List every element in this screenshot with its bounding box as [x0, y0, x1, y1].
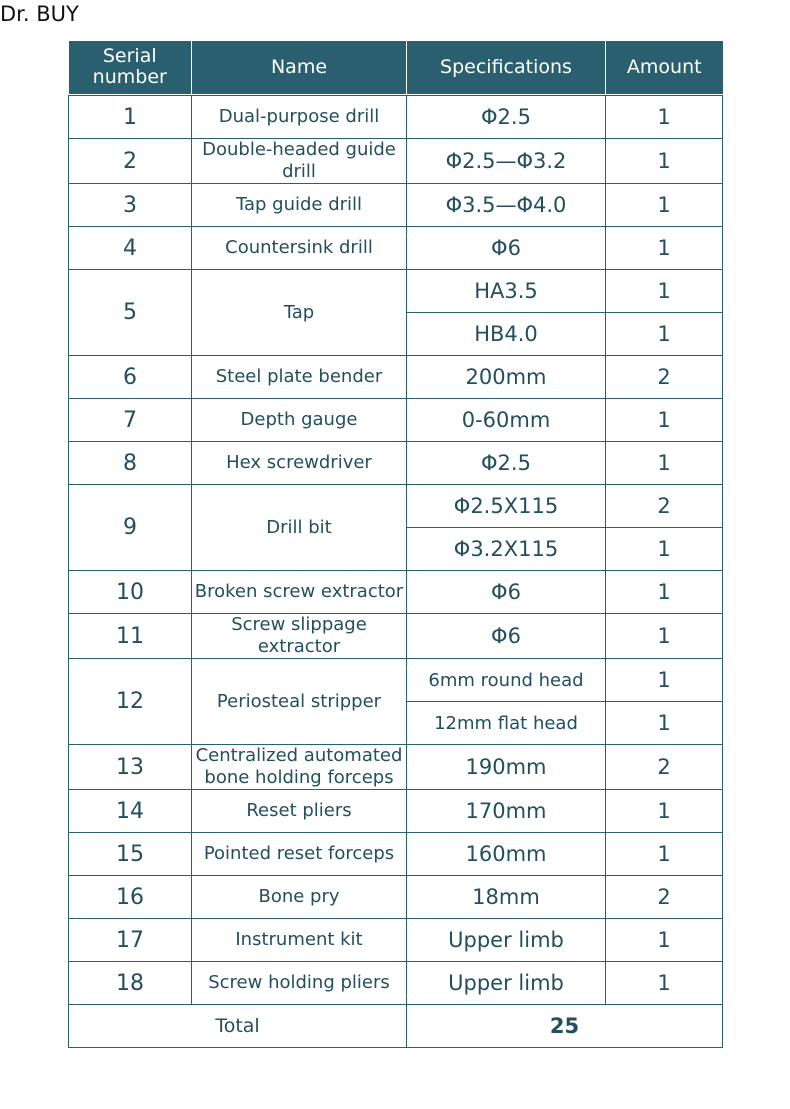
brand-label: Dr. BUY: [0, 2, 79, 26]
amount-cell: 1: [606, 139, 723, 184]
amount-cell: 1: [606, 962, 723, 1005]
table-row: [69, 614, 723, 659]
serial-number-cell: 17: [69, 919, 192, 962]
name-cell: Broken screw extractor: [192, 571, 407, 614]
specification-cell: HA3.5: [407, 270, 606, 313]
amount-cell: 1: [606, 399, 723, 442]
table-row: [69, 184, 723, 227]
specification-cell: Φ2.5—Φ3.2: [407, 139, 606, 184]
table-row: [69, 876, 723, 919]
specification-cell: 170mm: [407, 790, 606, 833]
amount-cell: 1: [606, 659, 723, 702]
amount-cell: 1: [606, 184, 723, 227]
instrument-table: [68, 41, 723, 1048]
specification-cell: Upper limb: [407, 962, 606, 1005]
name-cell: Drill bit: [192, 485, 407, 571]
header-serial-number: Serial number: [69, 41, 192, 94]
serial-number-cell: 8: [69, 442, 192, 485]
specification-cell: 6mm round head: [407, 659, 606, 702]
name-cell: Screw holding pliers: [192, 962, 407, 1005]
name-cell: Tap guide drill: [192, 184, 407, 227]
header-amount: Amount: [606, 41, 723, 94]
serial-number-cell: 12: [69, 659, 192, 745]
specification-cell: 18mm: [407, 876, 606, 919]
amount-cell: 2: [606, 876, 723, 919]
table-row: [69, 227, 723, 270]
table-row: [69, 442, 723, 485]
amount-cell: 1: [606, 313, 723, 356]
specification-cell: Φ2.5: [407, 442, 606, 485]
specification-cell: Φ6: [407, 227, 606, 270]
instrument-table-container: [68, 41, 722, 1048]
name-cell: Screw slippage extractor: [192, 614, 407, 659]
serial-number-cell: 9: [69, 485, 192, 571]
amount-cell: 2: [606, 356, 723, 399]
amount-cell: 2: [606, 745, 723, 790]
serial-number-cell: 18: [69, 962, 192, 1005]
specification-cell: 12mm flat head: [407, 702, 606, 745]
total-row: [69, 1005, 723, 1048]
serial-number-cell: 13: [69, 745, 192, 790]
serial-number-cell: 5: [69, 270, 192, 356]
amount-cell: 1: [606, 614, 723, 659]
name-cell: Tap: [192, 270, 407, 356]
table-row: [69, 962, 723, 1005]
amount-cell: 1: [606, 270, 723, 313]
specification-cell: Φ2.5: [407, 96, 606, 139]
specification-cell: Φ2.5X115: [407, 485, 606, 528]
serial-number-cell: 6: [69, 356, 192, 399]
serial-number-cell: 15: [69, 833, 192, 876]
table-row: [69, 833, 723, 876]
serial-number-cell: 2: [69, 139, 192, 184]
amount-cell: 1: [606, 442, 723, 485]
table-row: [69, 919, 723, 962]
name-cell: Depth gauge: [192, 399, 407, 442]
amount-cell: 1: [606, 571, 723, 614]
specification-cell: 160mm: [407, 833, 606, 876]
table-row: [69, 659, 723, 702]
specification-cell: HB4.0: [407, 313, 606, 356]
table-row: [69, 270, 723, 313]
amount-cell: 1: [606, 528, 723, 571]
amount-cell: 1: [606, 227, 723, 270]
table-row: [69, 745, 723, 790]
specification-cell: Φ6: [407, 571, 606, 614]
table-row: [69, 485, 723, 528]
table-row: [69, 399, 723, 442]
table-row: [69, 139, 723, 184]
name-cell: Centralized automated bone holding forceps: [192, 745, 407, 790]
serial-number-cell: 14: [69, 790, 192, 833]
serial-number-cell: 10: [69, 571, 192, 614]
table-header-row: [69, 41, 723, 94]
name-cell: Double-headed guide drill: [192, 139, 407, 184]
specification-cell: Upper limb: [407, 919, 606, 962]
specification-cell: 190mm: [407, 745, 606, 790]
header-specifications: Specifications: [407, 41, 606, 94]
serial-number-cell: 7: [69, 399, 192, 442]
name-cell: Reset pliers: [192, 790, 407, 833]
amount-cell: 1: [606, 790, 723, 833]
total-value: 25: [407, 1005, 723, 1048]
amount-cell: 1: [606, 919, 723, 962]
table-body: [69, 94, 723, 1048]
specification-cell: Φ6: [407, 614, 606, 659]
table-row: [69, 96, 723, 139]
header-name: Name: [192, 41, 407, 94]
specification-cell: 200mm: [407, 356, 606, 399]
amount-cell: 1: [606, 96, 723, 139]
name-cell: Periosteal stripper: [192, 659, 407, 745]
name-cell: Countersink drill: [192, 227, 407, 270]
total-label: Total: [69, 1005, 407, 1048]
table-row: [69, 356, 723, 399]
table-row: [69, 571, 723, 614]
serial-number-cell: 1: [69, 96, 192, 139]
serial-number-cell: 11: [69, 614, 192, 659]
name-cell: Steel plate bender: [192, 356, 407, 399]
name-cell: Bone pry: [192, 876, 407, 919]
name-cell: Instrument kit: [192, 919, 407, 962]
serial-number-cell: 3: [69, 184, 192, 227]
name-cell: Pointed reset forceps: [192, 833, 407, 876]
name-cell: Hex screwdriver: [192, 442, 407, 485]
amount-cell: 1: [606, 833, 723, 876]
table-row: [69, 790, 723, 833]
name-cell: Dual-purpose drill: [192, 96, 407, 139]
amount-cell: 1: [606, 702, 723, 745]
serial-number-cell: 16: [69, 876, 192, 919]
specification-cell: Φ3.5—Φ4.0: [407, 184, 606, 227]
amount-cell: 2: [606, 485, 723, 528]
specification-cell: 0-60mm: [407, 399, 606, 442]
specification-cell: Φ3.2X115: [407, 528, 606, 571]
serial-number-cell: 4: [69, 227, 192, 270]
